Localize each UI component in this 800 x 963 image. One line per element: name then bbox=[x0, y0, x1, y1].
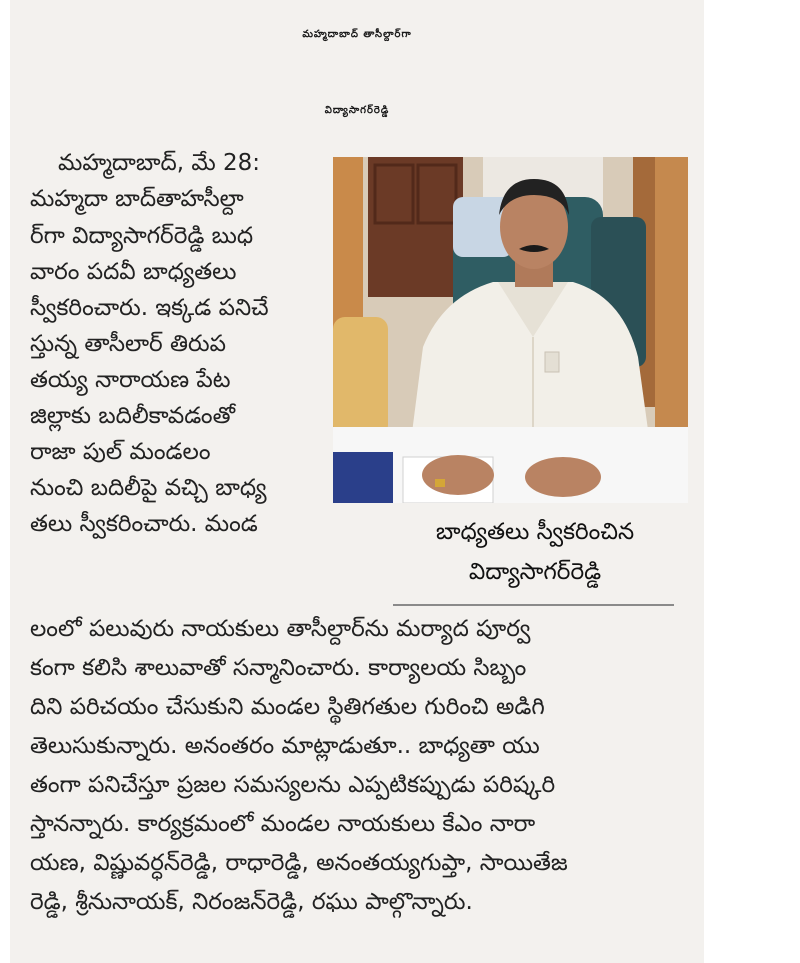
page-margin bbox=[704, 0, 800, 963]
body-line: రాజా పుల్ మండలం bbox=[30, 439, 211, 465]
body-line: మహ్మదాబాద్, మే 28: bbox=[58, 150, 261, 176]
body-line: వారం పదవీ బాధ్యతలు bbox=[30, 259, 237, 285]
body-line: దిని పరిచయం చేసుకుని మండల స్థితిగతుల గురించి అడిగి bbox=[30, 694, 545, 720]
headline-line-1: మహ్మదాబాద్ తాసీల్దార్‌గా bbox=[302, 29, 412, 40]
body-line: రెడ్డి, శ్రీనునాయక్, నిరంజన్‌రెడ్డి, రఘు పాల్గొన్నారు. bbox=[30, 889, 473, 915]
photo-caption-line-1: బాధ్యతలు స్వీకరించిన bbox=[435, 519, 635, 545]
body-line: లంలో పలువురు నాయకులు తాసీల్దార్‌ను మర్యాద పూర్వ bbox=[30, 616, 531, 642]
body-line: స్తానన్నారు. కార్యక్రమంలో మండల నాయకులు కేఎం నారా bbox=[30, 811, 536, 837]
body-line: స్తున్న తాసీలార్ తిరుప bbox=[30, 331, 226, 357]
officer-photo bbox=[333, 157, 688, 503]
photo-caption-line-2: విద్యాసాగర్‌రెడ్డి bbox=[468, 559, 602, 585]
body-line: మహ్మదా బాద్‌తాహసీల్దా bbox=[30, 186, 244, 212]
body-line: నుంచి బదిలీపై వచ్చి బాధ్య bbox=[30, 475, 267, 501]
body-line: తలు స్వీకరించారు. మండ bbox=[30, 511, 258, 537]
body-line: తంగా పనిచేస్తూ ప్రజల సమస్యలను ఎప్పటికప్పుడు పరిష్కరి bbox=[30, 772, 556, 798]
body-line: తెలుసుకున్నారు. అనంతరం మాట్లాడుతూ.. బాధ్యతా యు bbox=[30, 733, 540, 759]
caption-divider bbox=[393, 604, 674, 606]
body-line: జిల్లాకు బదిలీకావడంతో bbox=[30, 403, 236, 429]
body-line: కంగా కలిసి శాలువాతో సన్మానించారు. కార్యాలయ సిబ్బం bbox=[30, 655, 527, 681]
body-line: యణ, విష్ణువర్ధన్‌రెడ్డి, రాధారెడ్డి, అనంతయ్యగుప్తా, సాయితేజ bbox=[30, 850, 568, 876]
body-line: తయ్య నారాయణ పేట bbox=[30, 367, 231, 393]
body-line: ర్‌గా విద్యాసాగర్‌రెడ్డి బుధ bbox=[30, 223, 254, 249]
headline-line-2: విద్యాసాగర్‌రెడ్డి bbox=[324, 105, 390, 116]
body-line: స్వీకరించారు. ఇక్కడ పనిచే bbox=[30, 295, 269, 321]
